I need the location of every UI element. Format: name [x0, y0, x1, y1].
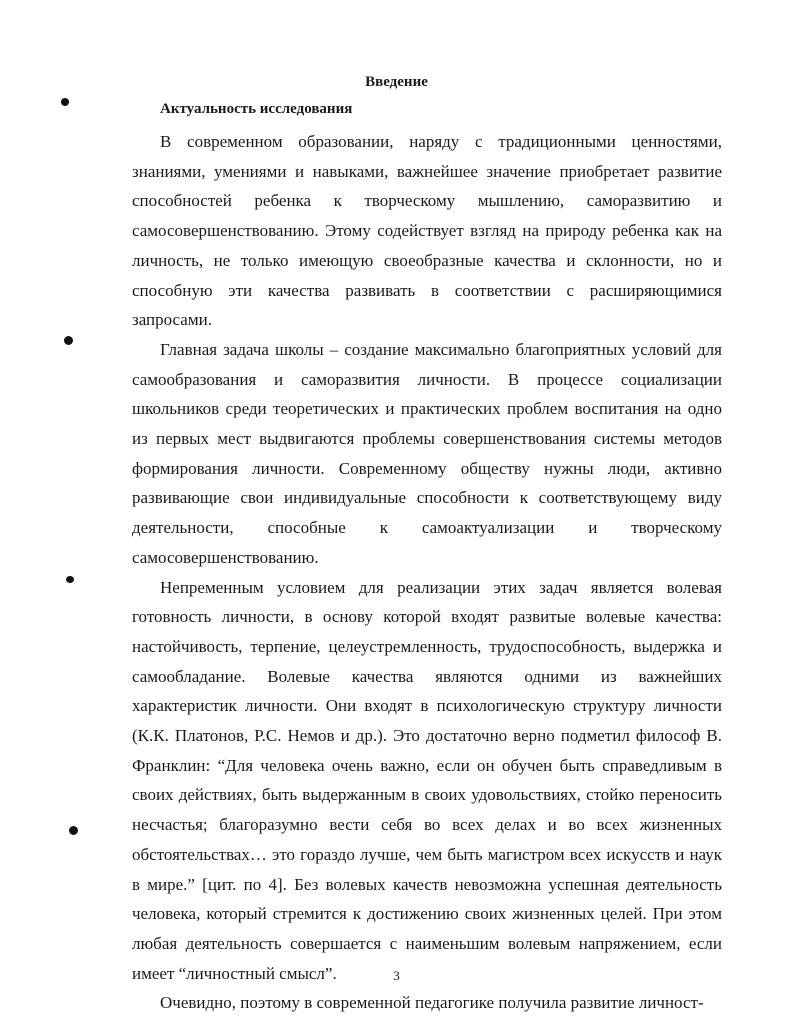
- section-subtitle: Актуальность исследования: [160, 101, 353, 117]
- punch-hole-mark: [69, 826, 78, 835]
- body-text: [132, 127, 722, 1018]
- page-number: 3: [393, 968, 400, 983]
- paragraph-4: Очевидно, поэтому в современной педагогике получила развитие личност-: [160, 993, 704, 1013]
- paragraph-3: Непременным условием для реализации этих задач является волевая готовность личности, в основу которой входят развитые волевые качества: настойчивость, терпение, целеустремленность, трудоспособность, выдержка и самообладание. Волевые качества являются одними из важнейших характеристик личности. Они входят в психологическую структуру личности (К.К. Платонов, Р.С. Немов и др.). Это достаточно верно подметил философ В. Франклин: “Для человека очень важно, если он обучен быть справедливым в своих действиях, быть выдержанным в своих удовольствиях, стойко переносить несчастья; благоразумно вести себя во всех делах и во всех жизненных обстоятельствах… это гораздо лучше, чем быть магистром всех искусств и наук в мире.” [цит. по 4]. Без волевых качеств невозможна успешная деятельность человека, который стремится к достижению своих жизненных целей. При этом любая деятельность совершается с наименьшим волевым напряжением, если имеет “личностный смысл”.: [132, 577, 722, 983]
- paragraph-2: Главная задача школы – создание максимально благоприятных условий для самообразования и саморазвития личности. В процессе социализации школьников среди теоретических и практических проблем воспитания на одно из первых мест выдвигаются проблемы совершенствования системы методов формирования личности. Современному обществу нужны люди, активно развивающие свои индивидуальные способности к соответствующему виду деятельности, способные к самоактуализации и творческому самосовершенствованию.: [132, 339, 722, 567]
- punch-hole-mark: [61, 98, 69, 106]
- punch-hole-mark: [66, 576, 74, 583]
- paragraph-1: В современном образовании, наряду с традиционными ценностями, знаниями, умениями и навыками, важнейшее значение приобретает развитие способностей ребенка к творческому мышлению, саморазвитию и самосовершенствованию. Этому содействует взгляд на природу ребенка как на личность, не только имеющую своеобразные качества и склонности, но и способную эти качества развивать в соответствии с расширяющимися запросами.: [132, 132, 722, 330]
- punch-hole-mark: [64, 336, 73, 345]
- section-title: Введение: [365, 74, 428, 90]
